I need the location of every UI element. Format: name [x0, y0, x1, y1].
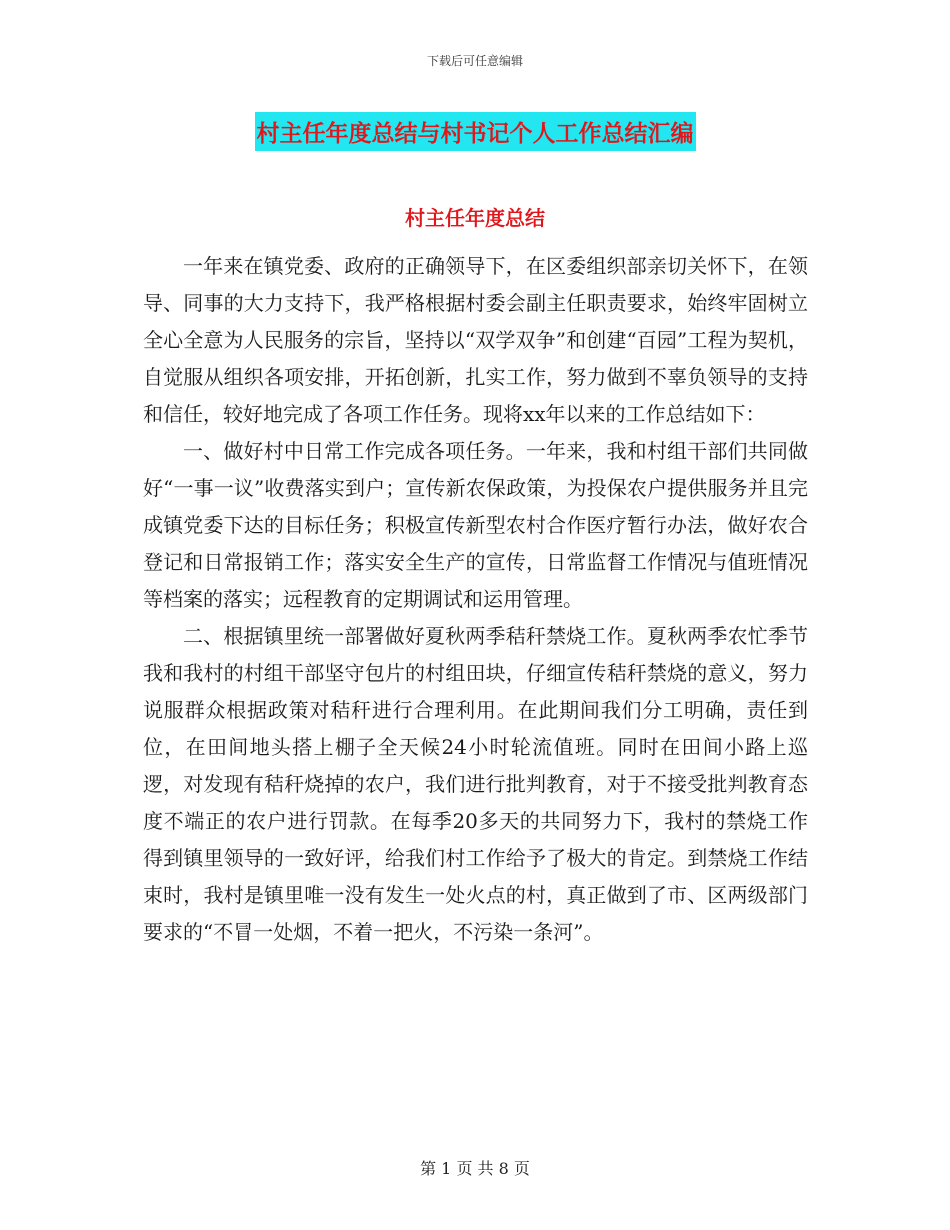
page-header-note: 下载后可任意编辑	[426, 54, 523, 68]
page-number: 第 1 页 共 8 页	[420, 1159, 530, 1178]
document-title: 村主任年度总结与村书记个人工作总结汇编	[255, 112, 696, 151]
document-body	[143, 248, 808, 951]
section-title: 村主任年度总结	[405, 206, 545, 230]
paragraph-item-1: 一、做好村中日常工作完成各项任务。一年来，我和村组干部们共同做好“一事一议”收费落实到户；宣传新农保政策，为投保农户提供服务并且完成镇党委下达的目标任务；积极宣传新型农村合作医疗暂行办法，做好农合登记和日常报销工作；落实安全生产的宣传，日常监督工作情况与值班情况等档案的落实；远程教育的定期调试和运用管理。	[143, 439, 808, 611]
paragraph-intro: 一年来在镇党委、政府的正确领导下，在区委组织部亲切关怀下，在领导、同事的大力支持下，我严格根据村委会副主任职责要求，始终牢固树立全心全意为人民服务的宗旨，坚持以“双学双争”和创建“百园”工程为契机，自觉服从组织各项安排，开拓创新，扎实工作，努力做到不辜负领导的支持和信任，较好地完成了各项工作任务。现将xx年以来的工作总结如下：	[143, 254, 808, 426]
document-title-container	[0, 112, 950, 151]
paragraph-item-2: 二、根据镇里统一部署做好夏秋两季秸秆禁烧工作。夏秋两季农忙季节我和我村的村组干部坚守包片的村组田块，仔细宣传秸秆禁烧的意义，努力说服群众根据政策对秸秆进行合理利用。在此期间我们分工明确，责任到位，在田间地头搭上棚子全天候24小时轮流值班。同时在田间小路上巡逻，对发现有秸秆烧掉的农户，我们进行批判教育，对于不接受批判教育态度不端正的农户进行罚款。在每季20多天的共同努力下，我村的禁烧工作得到镇里领导的一致好评，给我们村工作给予了极大的肯定。到禁烧工作结束时，我村是镇里唯一没有发生一处火点的村，真正做到了市、区两级部门要求的“不冒一处烟，不着一把火，不污染一条河”。	[143, 624, 808, 944]
